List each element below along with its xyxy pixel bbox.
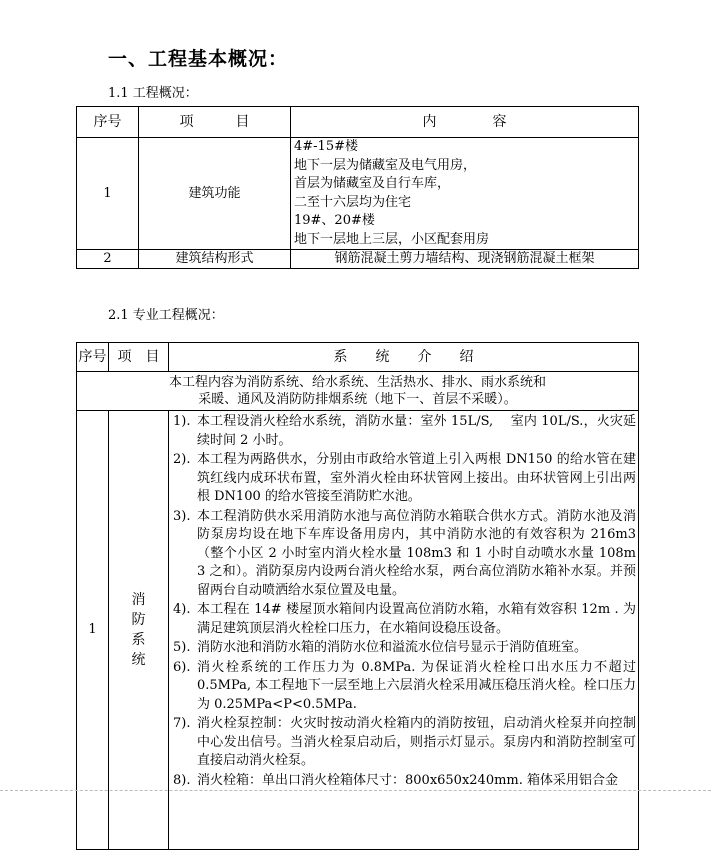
item-number: 6).	[173, 659, 191, 675]
header-content: 内 容	[291, 107, 639, 138]
row-item: 建筑功能	[139, 138, 291, 250]
item-text: 消火栓系统的工作压力为 0.8MPa. 为保证消火栓栓口出水压力不超过 0.5MPa, 本工程地下一层至地上六层消火栓采用减压稳压消火栓。栓口压力为 0.25MPa<P<0.5MPa.	[197, 659, 636, 712]
row-system	[109, 411, 169, 850]
list-item	[173, 715, 636, 771]
page-heading: 一、工程基本概况：	[108, 48, 289, 70]
header-no: 序号	[77, 343, 109, 372]
table-row	[77, 138, 639, 250]
intro-line: 本工程内容为消防系统、给水系统、生活热水、排水、雨水系统和	[168, 375, 546, 390]
content-line: 4#-15#楼	[294, 139, 358, 154]
table-row	[77, 411, 639, 850]
item-number: 3).	[173, 508, 191, 524]
system-char: 系	[131, 632, 146, 648]
item-number: 5).	[173, 640, 191, 655]
item-number: 7).	[173, 716, 191, 731]
row-content	[291, 138, 639, 250]
table-row	[77, 250, 639, 269]
row-no: 1	[77, 411, 109, 850]
content-line: 首层为储藏室及自行车库，	[294, 176, 451, 191]
row-no: 1	[77, 138, 139, 250]
row-content: 钢筋混凝土剪力墙结构、现浇钢筋混凝土框架	[291, 250, 639, 269]
system-char: 防	[131, 612, 146, 628]
system-char: 统	[131, 652, 146, 668]
list-item	[173, 659, 636, 715]
row-no: 2	[77, 250, 139, 269]
item-number: 2).	[173, 452, 191, 467]
item-text: 本工程消防供水采用消防水池与高位消防水箱联合供水方式。消防水池及消防泵房均设在地下车库设备用房内，其中消防水池的有效容积为 216m3（整个小区 2 小时室内消火栓水量 108m3 和 1 小时自动喷水水量 108m 3 之和）。消防泵房内设两台消火栓给水泵，两台高位消防水箱补水泵。并预留两台自动喷洒给水泵位置及电量。	[197, 508, 636, 598]
intro-text	[77, 372, 639, 411]
item-text: 本工程在 14# 楼屋顶水箱间内设置高位消防水箱，水箱有效容积 12m . 为满足建筑顶层消火栓栓口压力，在水箱间设稳压设备。	[197, 602, 636, 636]
list-item	[173, 451, 636, 507]
item-text: 本工程为两路供水，分别由市政给水管道上引入两根 DN150 的给水管在建筑红线内成环状布置，室外消火栓由环状管网上接出。由环状管网上引出两根 DN100 的给水管接至消防贮水池。	[197, 452, 636, 504]
item-number: 4).	[173, 602, 191, 617]
list-item	[173, 508, 636, 601]
specialty-overview-table	[76, 342, 639, 850]
project-overview-table	[76, 106, 639, 269]
table-header-row	[77, 107, 639, 138]
section-2-label: 2.1 专业工程概况：	[108, 308, 224, 323]
header-item: 项 目	[139, 107, 291, 138]
page-break-divider	[0, 790, 711, 791]
list-item	[173, 413, 636, 450]
content-line: 地下一层地上三层，小区配套用房	[294, 231, 490, 247]
intro-line: 采暖、通风及消防防排烟系统（地下一、首层不采暖）。	[198, 392, 517, 407]
header-content: 系 统 介 绍	[169, 343, 639, 372]
row-items	[169, 411, 639, 850]
intro-row	[77, 372, 639, 411]
system-char: 消	[131, 592, 146, 608]
content-line: 19#、20#楼	[294, 213, 375, 228]
header-item: 项 目	[109, 343, 169, 372]
item-text: 消防水池和消防水箱的消防水位和溢流水位信号显示于消防值班室。	[197, 640, 588, 655]
item-text: 本工程设消火栓给水系统，消防水量：室外 15L/S, 室内 10L/S.，火灾延续时间 2 小时。	[197, 414, 636, 448]
content-line: 地下一层为储藏室及电气用房，	[294, 157, 477, 173]
header-no: 序号	[77, 107, 139, 138]
list-item	[173, 601, 636, 638]
row-item: 建筑结构形式	[139, 250, 291, 269]
list-item	[173, 639, 636, 658]
item-number: 1).	[173, 414, 191, 429]
content-line: 二至十六层均为住宅	[294, 194, 412, 210]
item-text: 消火栓泵控制：火灾时按动消火栓箱内的消防按钮，启动消火栓泵并向控制中心发出信号。当消火栓泵启动后，则指示灯显示。泵房内和消防控制室可直接启动消火栓泵。	[197, 716, 636, 768]
item-number: 8).	[173, 772, 191, 788]
section-1-label: 1.1 工程概况：	[108, 86, 198, 101]
item-text: 消火栓箱：单出口消火栓箱体尺寸：800x650x240mm. 箱体采用铝合金	[197, 772, 619, 788]
list-item	[173, 772, 636, 791]
table-header-row	[77, 343, 639, 372]
